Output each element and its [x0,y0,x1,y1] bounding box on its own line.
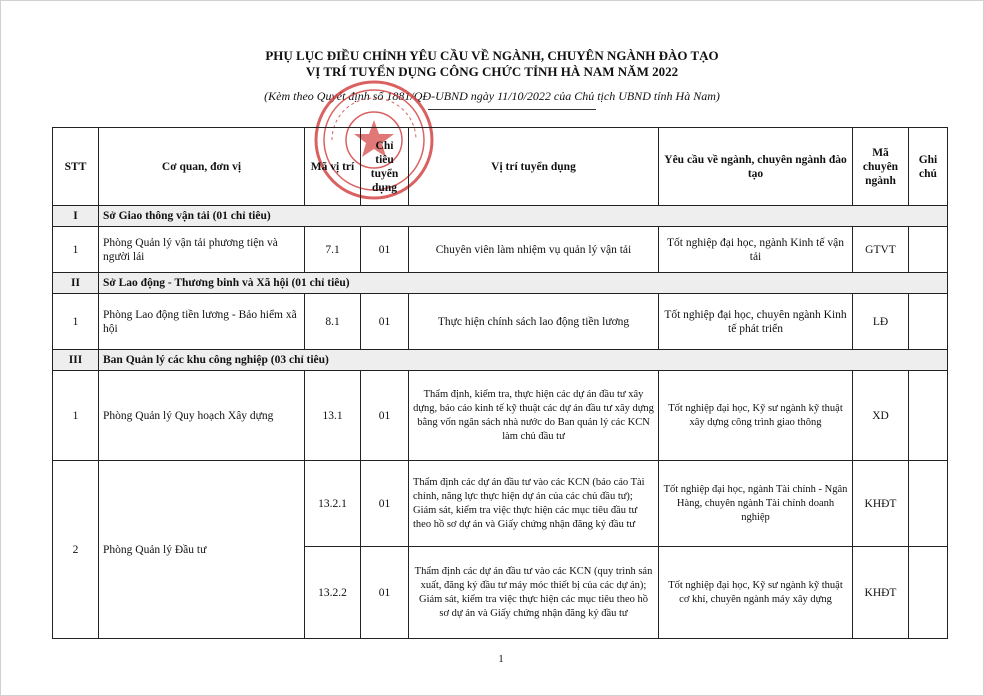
header-requirement: Yêu cầu về ngành, chuyên ngành đào tạo [659,128,853,206]
cell-major-code: KHĐT [853,461,909,547]
cell-requirement: Tốt nghiệp đại học, ngành Kinh tế vận tải [659,227,853,273]
cell-major-code: XD [853,371,909,461]
header-code: Mã vị trí [305,128,361,206]
cell-code: 7.1 [305,227,361,273]
table-row [53,227,948,273]
cell-major-code: LĐ [853,294,909,350]
section-stt: II [53,273,99,294]
page-number: 1 [498,653,504,665]
cell-quota: 01 [361,371,409,461]
cell-quota: 01 [361,547,409,639]
cell-quota: 01 [361,461,409,547]
header-org: Cơ quan, đơn vị [99,128,305,206]
cell-note [909,227,948,273]
recruitment-table [52,127,948,639]
cell-note [909,371,948,461]
cell-stt: 1 [53,227,99,273]
document-title-line2: VỊ TRÍ TUYỂN DỤNG CÔNG CHỨC TỈNH HÀ NAM NĂM 2022 [305,64,679,79]
cell-quota: 01 [361,294,409,350]
cell-position: Thẩm định, kiểm tra, thực hiện các dự án đầu tư xây dựng, báo cáo kinh tế kỹ thuật các dự án đầu tư xây dựng bằng vốn ngân sách nhà nước do Ban quản lý các KCN làm chủ đầu tư [409,371,659,461]
cell-position: Chuyên viên làm nhiệm vụ quản lý vận tải [409,227,659,273]
cell-quota: 01 [361,227,409,273]
section-row [53,273,948,294]
cell-code: 13.2.1 [305,461,361,547]
table-row [53,371,948,461]
cell-org: Phòng Lao động tiền lương - Bảo hiểm xã hội [99,294,305,350]
document-title-line1: PHỤ LỤC ĐIỀU CHỈNH YÊU CẦU VỀ NGÀNH, CHUYÊN NGÀNH ĐÀO TẠO [265,48,719,63]
cell-requirement: Tốt nghiệp đại học, Kỹ sư ngành kỹ thuật cơ khí, chuyên ngành máy xây dựng [659,547,853,639]
cell-stt: 2 [53,461,99,639]
cell-org: Phòng Quản lý Đầu tư [99,461,305,639]
section-row [53,206,948,227]
header-position: Vị trí tuyển dụng [409,128,659,206]
cell-org: Phòng Quản lý Quy hoạch Xây dựng [99,371,305,461]
cell-code: 13.2.2 [305,547,361,639]
section-row [53,350,948,371]
header-major-code: Mã chuyên ngành [853,128,909,206]
header-stt: STT [53,128,99,206]
cell-requirement: Tốt nghiệp đại học, Kỹ sư ngành kỹ thuật xây dựng công trình giao thông [659,371,853,461]
cell-code: 8.1 [305,294,361,350]
section-title: Sở Lao động - Thương binh và Xã hội (01 chỉ tiêu) [99,273,948,294]
cell-major-code: GTVT [853,227,909,273]
cell-org: Phòng Quản lý vận tải phương tiện và người lái [99,227,305,273]
cell-requirement: Tốt nghiệp đại học, chuyên ngành Kinh tế phát triển [659,294,853,350]
cell-stt: 1 [53,294,99,350]
header-quota: Chỉ tiêu tuyển dụng [361,128,409,206]
section-title: Ban Quản lý các khu công nghiệp (03 chỉ tiêu) [99,350,948,371]
cell-major-code: KHĐT [853,547,909,639]
section-title: Sở Giao thông vận tải (01 chỉ tiêu) [99,206,948,227]
cell-stt: 1 [53,371,99,461]
cell-note [909,547,948,639]
cell-code: 13.1 [305,371,361,461]
cell-note [909,461,948,547]
header-note: Ghi chú [909,128,948,206]
section-stt: III [53,350,99,371]
table-row [53,294,948,350]
document-subtitle: (Kèm theo Quyết định số 1881/QĐ-UBND ngày 11/10/2022 của Chủ tịch UBND tỉnh Hà Nam) [264,89,720,103]
section-stt: I [53,206,99,227]
table-row [53,461,948,547]
subtitle-underline [428,109,596,110]
cell-requirement: Tốt nghiệp đại học, ngành Tài chính - Ngân Hàng, chuyên ngành Tài chính doanh nghiệp [659,461,853,547]
cell-position: Thực hiện chính sách lao động tiền lương [409,294,659,350]
cell-note [909,294,948,350]
table-header-row [53,128,948,206]
cell-position: Thẩm định các dự án đầu tư vào các KCN (báo cáo Tài chính, năng lực thực hiện dự án của các chủ đầu tư); Giám sát, kiểm tra việc thực hiện các mục tiêu đầu tư theo hồ sơ dự án và Giấy chứng nhận đăng ký đầu tư [409,461,659,547]
cell-position: Thẩm định các dự án đầu tư vào các KCN (quy trình sản xuất, đăng ký đầu tư máy móc thiết bị của các dự án); Giám sát, kiểm tra việc thực hiện các mục tiêu theo hồ sơ dự án và Giấy chứng nhận đăng ký đầu tư [409,547,659,639]
